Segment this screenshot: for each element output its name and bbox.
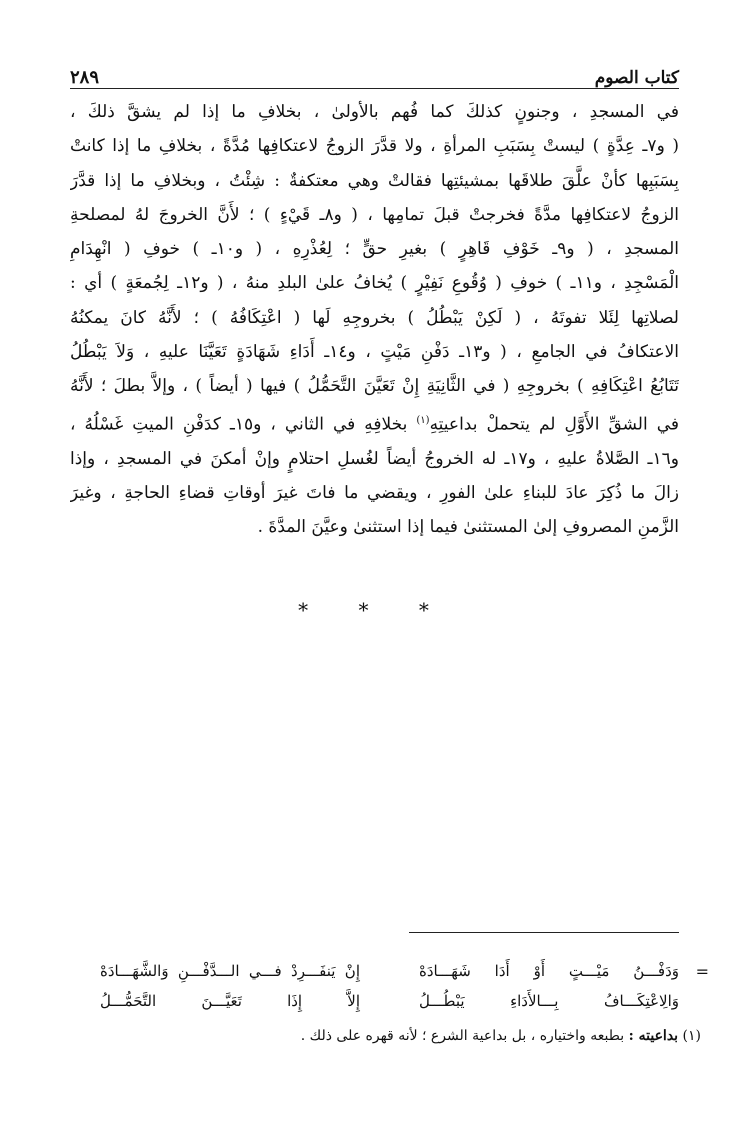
footnote-label: بداعيته :	[628, 1028, 679, 1044]
text-line: زالَ ما ذُكِرَ عادَ للبناءِ علىٰ الفورِ ، ويقضي ما فاتَ غيرَ أوقاتِ قضاءِ الحاجةِ ، وغيرَ	[70, 482, 679, 503]
text-line: في المسجدِ ، وجنونٍ كذلكَ كما فُهم بالأولىٰ ، بخلافِ ما إذا لم يشقَّ ذلكَ ،	[70, 102, 679, 122]
verse-hemistich-right: وَالِاعْتِكَـــافُ بِـــالأَدَاءِ يَبْطُـــلُ	[419, 992, 679, 1010]
verse-line-2	[100, 992, 679, 1010]
header-divider	[70, 88, 679, 89]
footnote-text: بطبعه واختياره ، بل بداعية الشرع ؛ لأنه قهره على ذلك .	[300, 1028, 625, 1044]
text-line: تَتَابُعُ اعْتِكَافِهِ ) بخروجِهِ ( في الثَّانِيَةِ إِنْ تَعَيَّنَ التَّحَمُّلُ ) فيها ( أيضاً ) ، وإلاَّ بطلَ ؛ لأَنَّهُ	[70, 376, 679, 397]
text-line: الْمَسْجِدِ ، و١١ـ ) خوفِ ( وُقُوعِ نَفِيْرٍ ) يُخافُ علىٰ البلدِ منهُ ، ( و١٢ـ لِجُمعَةٍ ) أي :	[70, 273, 679, 294]
text-line-start: في الشقِّ الأَوَّلِ لم يتحملْ بداعيتِهِ	[429, 414, 679, 435]
verse-hemistich-left: إِلاَّ إِذَا تَعَيَّـــنَ التَّحَمُّـــلُ	[100, 992, 360, 1010]
main-text	[70, 95, 679, 545]
section-separator: * * *	[298, 598, 451, 622]
text-line: بِسَبَبِها كأنْ علَّقَ طلاقَها بمشيئتِها فقالتْ وهي معتكفةٌ : شِئْتُ ، وبخلافِ ما إذا قدَّرَ	[70, 170, 679, 191]
text-line: المسجدِ ، ( و٩ـ خَوْفِ قَاهِرٍ ) بغيرِ حقٍّ ؛ لِعُذْرِهِ ، ( و١٠ـ ) خوفِ ( انْهِدَامِ	[70, 239, 679, 260]
text-line-end: بخلافِهِ في الثاني ، و١٥ـ كدَفْنِ الميتِ غَسْلُهُ ،	[70, 414, 417, 435]
footnote	[70, 1028, 701, 1044]
text-line: و١٦ـ الصَّلاةُ عليهِ ، و١٧ـ له الخروجُ أيضاً لغُسلِ احتلامٍ وإنْ أمكنَ في المسجدِ ، وإذا	[70, 448, 679, 469]
verse-line-1	[100, 962, 679, 980]
verse-hemistich-right: وَدَفْـــنُ مَيْـــتٍ أَوْ أَدَا شَهَـــادَهْ	[419, 962, 679, 980]
chapter-title: كتاب الصوم	[594, 68, 679, 88]
text-line: الزوجُ لاعتكافِها مدَّةً فخرجتْ قبلَ تمامِها ، ( و٨ـ قَيْءٍ ) ؛ لأَنَّ الخروجَ لهُ لمصلحةِ	[70, 204, 679, 225]
page-number: ٢٨٩	[70, 67, 100, 88]
text-line: ( و٧ـ عِدَّةٍ ) ليستْ بِسَبَبِ المرأةِ ، ولا قدَّرَ الزوجُ لاعتكافِها مُدَّةً ، بخلافِ ما إذا كانتْ	[70, 136, 679, 157]
text-line-with-footnote	[70, 404, 679, 442]
verse-hemistich-left: إِنْ يَنفَـــرِدْ فـــي الـــدَّفْـــنِ وَالشَّهَـــادَهْ	[100, 962, 360, 980]
running-header	[70, 58, 679, 88]
footnote-number: (١)	[682, 1028, 701, 1044]
footnote-divider	[409, 932, 679, 933]
continuation-marker: =	[695, 962, 709, 981]
text-line: الاعتكافُ في الجامعِ ، ( و١٣ـ دَفْنِ مَيْتٍ ، و١٤ـ أَدَاءِ شَهَادَةٍ تَعَيَّنَا عليهِ ، وَلاَ يَبْطُلُ	[70, 342, 679, 363]
text-line: لصلاتِها لِئَلا تفوتَهُ ، ( لَكِنْ يَبْطُلُ ) بخروجِهِ لَها ( اعْتِكَافُهُ ) ؛ لأَنَّهُ كانَ يمكنُهُ	[70, 307, 679, 328]
footnote-ref[interactable]: (١)	[416, 414, 430, 426]
text-line: الزَّمنِ المصروفِ إلىٰ المستثنىٰ فيما إذا استثنىٰ وعيَّنَ المدَّةَ .	[257, 517, 679, 538]
